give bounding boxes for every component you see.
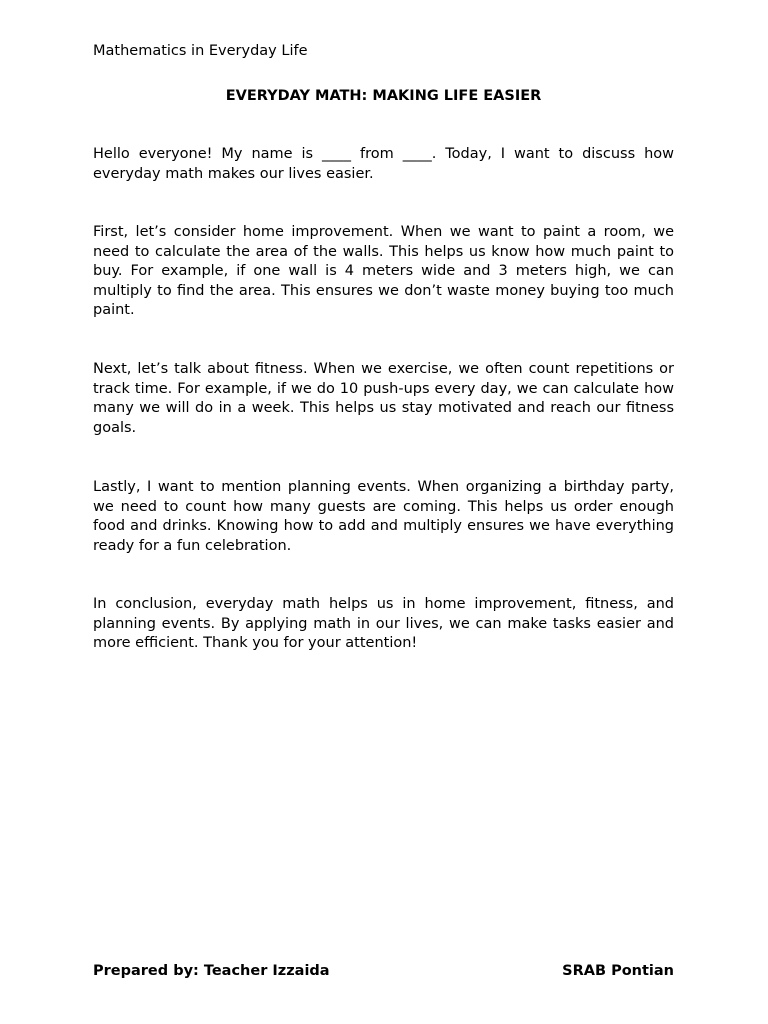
prepared-by-label: Prepared by: Teacher Izzaida (93, 963, 330, 979)
running-header: Mathematics in Everyday Life (93, 43, 308, 59)
paragraph-planning-events: Lastly, I want to mention planning events. When organizing a birthday party, we need to count how many guests are coming. This helps us order enough food and drinks. Knowing how to add and multiply ensures we have everything ready for a fun celebration. (93, 479, 674, 554)
document-title: EVERYDAY MATH: MAKING LIFE EASIER (225, 88, 542, 104)
paragraph-conclusion: In conclusion, everyday math helps us in home improvement, fitness, and planning events. By applying math in our lives, we can make tasks easier and more efficient. Thank you for your attention! (93, 596, 674, 652)
paragraph-home-improvement: First, let’s consider home improvement. When we want to paint a room, we need to calculate the area of the walls. This helps us know how much paint to buy. For example, if one wall is 4 meters wide and 3 meters high, we can multiply to find the area. This ensures we don’t waste money buying too much paint. (93, 224, 674, 319)
organization-label: SRAB Pontian (562, 963, 674, 979)
paragraph-fitness: Next, let’s talk about fitness. When we exercise, we often count repetitions or track time. For example, if we do 10 push-ups every day, we can calculate how many we will do in a week. This helps us stay motivated and reach our fitness goals. (93, 361, 674, 436)
document-page (93, 0, 674, 1024)
paragraph-introduction: Hello everyone! My name is ____ from ____. Today, I want to discuss how everyday math makes our lives easier. (93, 146, 674, 182)
